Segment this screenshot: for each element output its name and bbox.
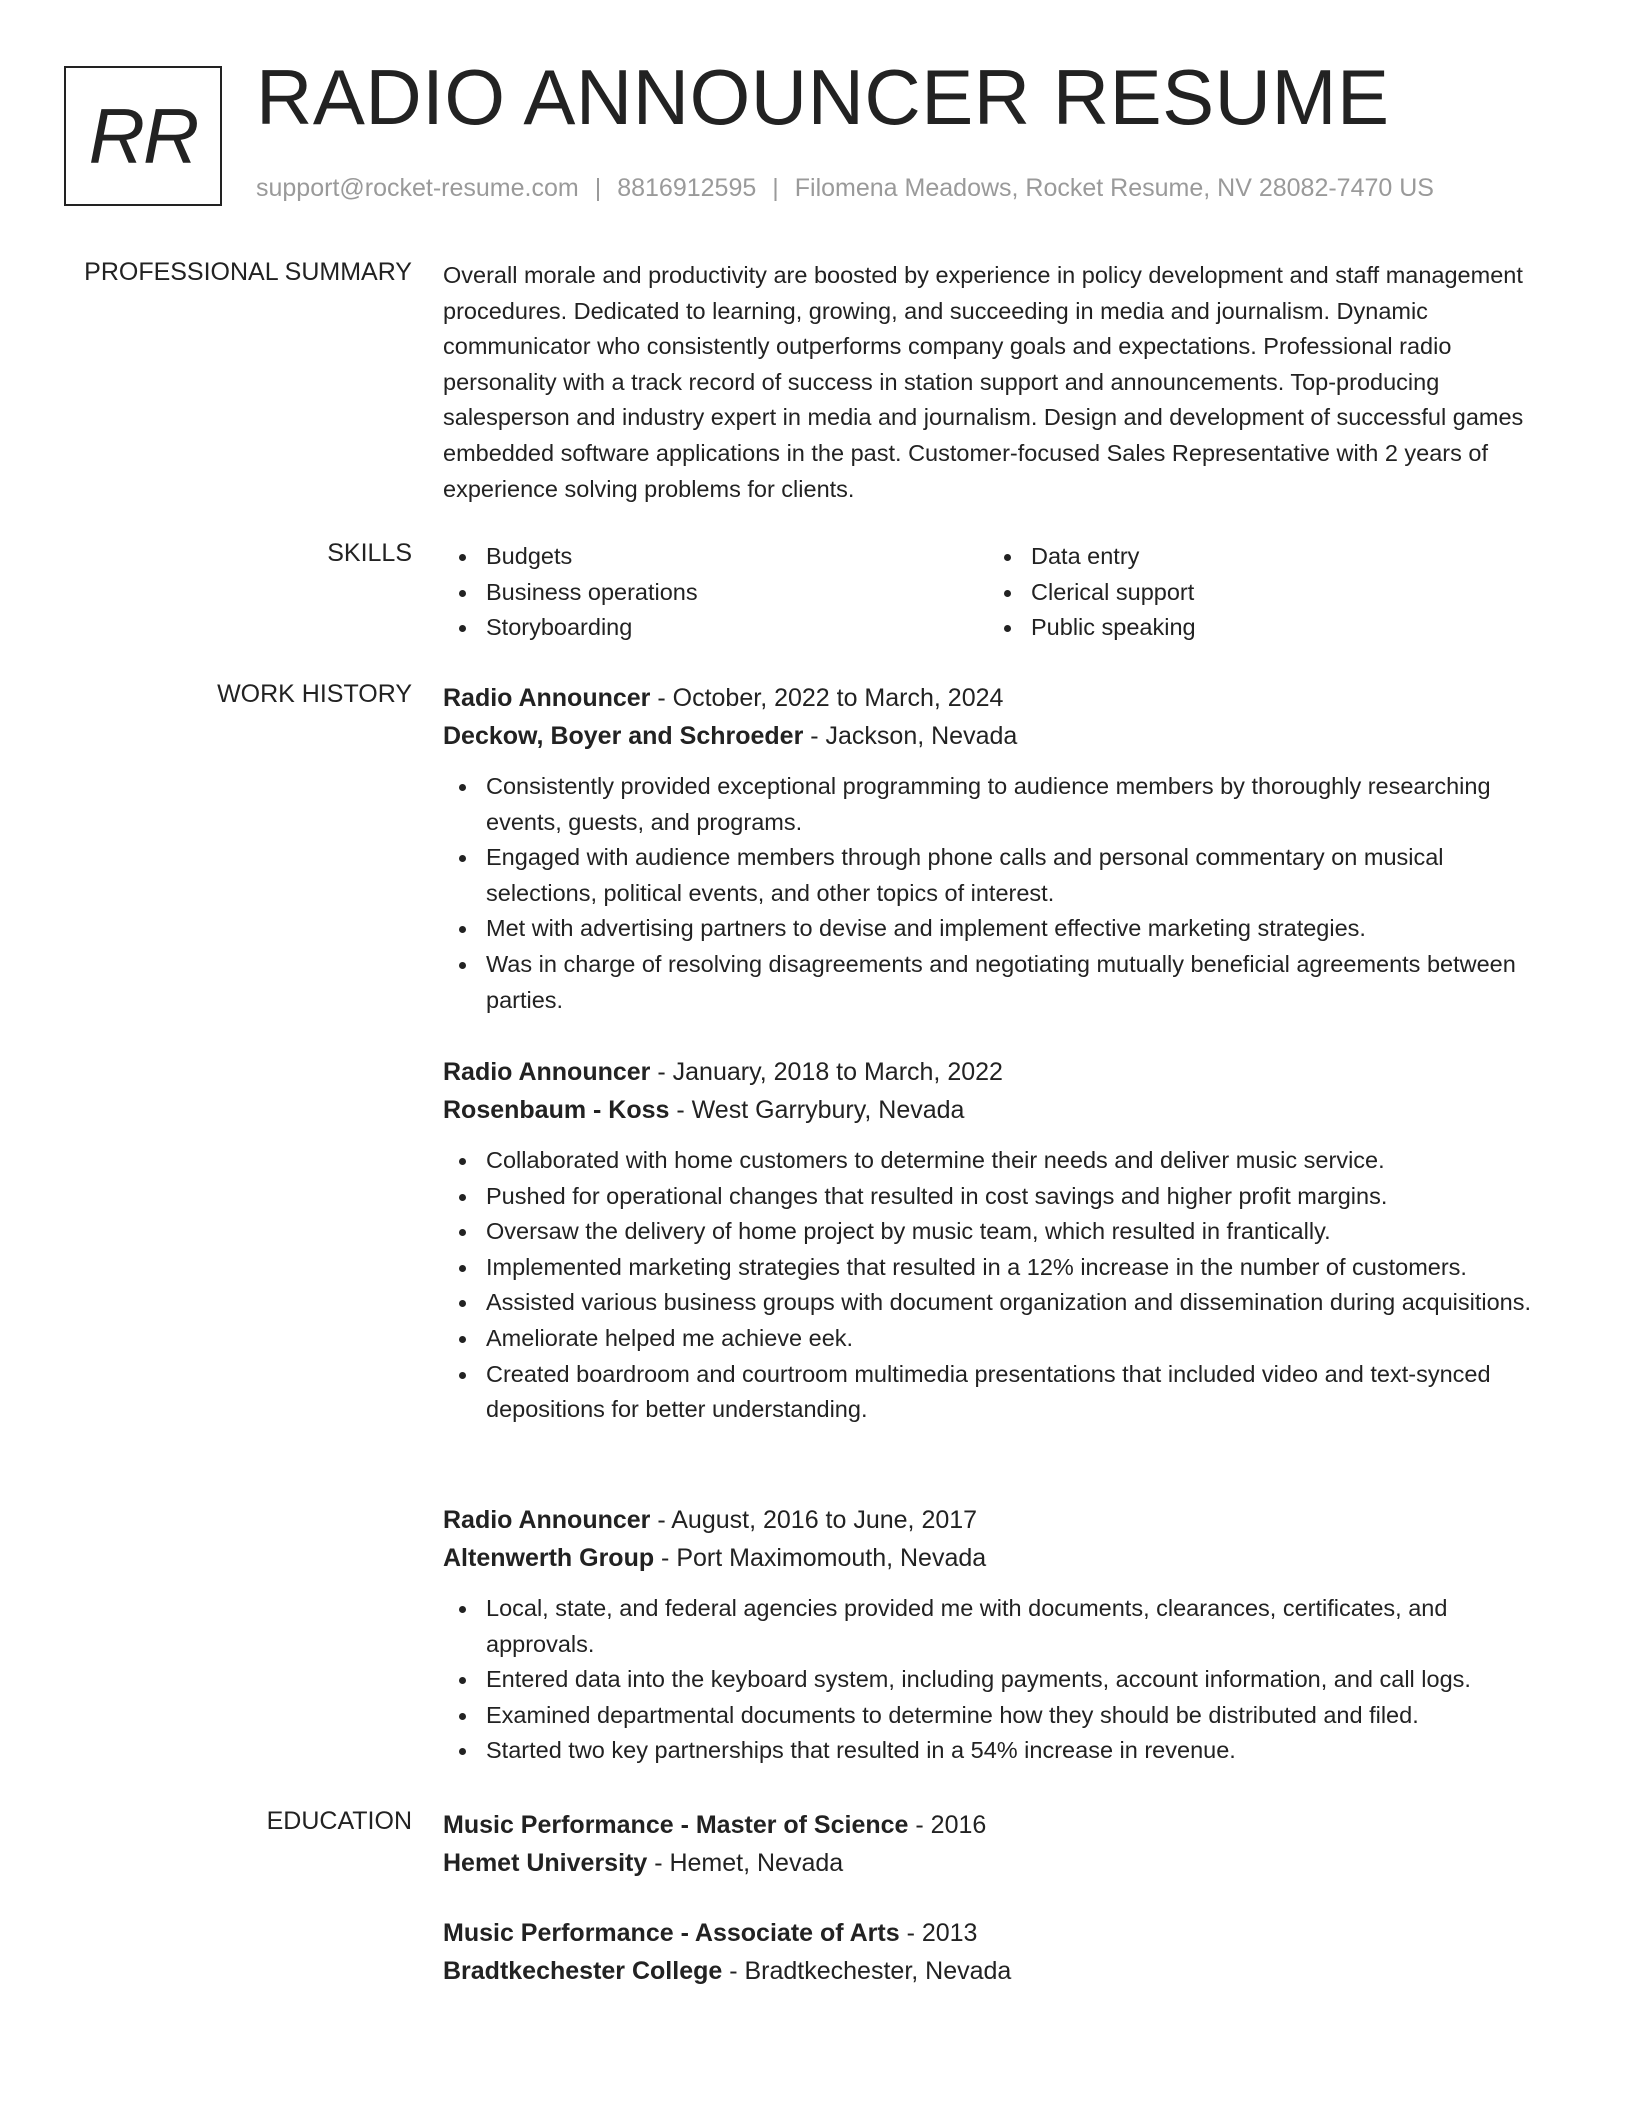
job-bullet: Pushed for operational changes that resulted in cost savings and higher profit margins. (443, 1179, 1555, 1215)
job-company: Deckow, Boyer and Schroeder (443, 722, 804, 750)
job-company-line (443, 1091, 1555, 1129)
job-company: Rosenbaum - Koss (443, 1096, 670, 1124)
job-bullet: Engaged with audience members through phone calls and personal commentary on musical selections, political events, and other topics of interest. (443, 840, 1555, 911)
job-dates: - August, 2016 to June, 2017 (650, 1506, 978, 1534)
contact-phone: 8816912595 (617, 174, 757, 202)
skill-item: Business operations (443, 575, 988, 611)
contact-separator: | (594, 174, 602, 202)
skills-label: SKILLS (327, 539, 412, 567)
job-location: - Jackson, Nevada (803, 722, 1018, 750)
job-bullets (443, 769, 1555, 1018)
education-school: Bradtkechester College (443, 1957, 723, 1985)
job-title-line (443, 679, 1555, 717)
education-location: - Hemet, Nevada (647, 1849, 844, 1877)
contact-separator: | (772, 174, 779, 202)
job-bullet: Consistently provided exceptional programming to audience members by thoroughly researching events, guests, and programs. (443, 769, 1555, 840)
job-title-line (443, 1501, 1555, 1539)
contact-address: Filomena Meadows, Rocket Resume, NV 28082-7470 US (794, 174, 1434, 202)
education-label: EDUCATION (266, 1807, 412, 1835)
skill-item: Data entry (988, 539, 1533, 575)
job-company: Altenwerth Group (443, 1544, 655, 1572)
skill-item: Clerical support (988, 575, 1533, 611)
job-location: - Port Maximomouth, Nevada (654, 1544, 987, 1572)
resume-title: RADIO ANNOUNCER RESUME (256, 53, 1390, 141)
job-bullet: Met with advertising partners to devise and implement effective marketing strategies. (443, 911, 1555, 947)
education-entry (443, 1914, 1555, 1990)
job-bullet: Oversaw the delivery of home project by music team, which resulted in frantically. (443, 1214, 1555, 1250)
monogram-text: RR (88, 91, 198, 180)
job-dates: - January, 2018 to March, 2022 (650, 1058, 1003, 1086)
contact-line (256, 174, 1434, 203)
contact-email: support@rocket-resume.com (256, 174, 579, 202)
job-bullet: Created boardroom and courtroom multimedia presentations that included video and text-synced depositions for better understanding. (443, 1357, 1555, 1428)
education-degree-line (443, 1806, 1555, 1844)
job-bullets (443, 1143, 1555, 1428)
summary-text: Overall morale and productivity are boosted by experience in policy development and staff management procedures. Dedicated to learning, growing, and succeeding in media and journalism. Dynamic communicator who consistently outperforms company goals and expectations. Professional radio personality with a track record of success in station support and announcements. Top-producing salesperson and industry expert in media and journalism. Design and development of successful games embedded software applications in the past. Customer-focused Sales Representative with 2 years of experience solving problems for clients. (443, 262, 1524, 502)
job-bullet: Local, state, and federal agencies provided me with documents, clearances, certificates, and approvals. (443, 1591, 1555, 1662)
summary-label: PROFESSIONAL SUMMARY (84, 258, 412, 286)
job-bullet: Examined departmental documents to determine how they should be distributed and filed. (443, 1698, 1555, 1734)
education-school-line (443, 1844, 1555, 1882)
work-history-label: WORK HISTORY (217, 680, 412, 708)
education-school-line (443, 1952, 1555, 1990)
education-degree: Music Performance - Master of Science (443, 1811, 909, 1839)
job-title: Radio Announcer (443, 684, 651, 712)
skills-list (443, 539, 1555, 646)
job-dates: - October, 2022 to March, 2024 (650, 684, 1004, 712)
job-title: Radio Announcer (443, 1506, 651, 1534)
job-entry (443, 679, 1555, 1018)
job-title: Radio Announcer (443, 1058, 651, 1086)
job-company-line (443, 1539, 1555, 1577)
education-year: - 2016 (908, 1811, 987, 1839)
job-bullet: Started two key partnerships that resulted in a 54% increase in revenue. (443, 1733, 1555, 1769)
skill-item: Budgets (443, 539, 988, 575)
job-entry (443, 1501, 1555, 1769)
job-bullet: Assisted various business groups with document organization and dissemination during acquisitions. (443, 1285, 1555, 1321)
education-entry (443, 1806, 1555, 1882)
skills-body (443, 539, 1555, 646)
job-title-line (443, 1053, 1555, 1091)
job-bullet: Entered data into the keyboard system, including payments, account information, and call logs. (443, 1662, 1555, 1698)
education-year: - 2013 (899, 1919, 978, 1947)
skill-item: Storyboarding (443, 610, 988, 646)
education-location: - Bradtkechester, Nevada (722, 1957, 1012, 1985)
job-entry (443, 1053, 1555, 1428)
job-bullet: Was in charge of resolving disagreements and negotiating mutually beneficial agreements between parties. (443, 947, 1555, 1018)
job-bullet: Implemented marketing strategies that resulted in a 12% increase in the number of customers. (443, 1250, 1555, 1286)
summary-body (443, 258, 1555, 507)
education-school: Hemet University (443, 1849, 648, 1877)
job-bullet: Ameliorate helped me achieve eek. (443, 1321, 1555, 1357)
job-company-line (443, 717, 1555, 755)
job-bullet: Collaborated with home customers to determine their needs and deliver music service. (443, 1143, 1555, 1179)
job-bullets (443, 1591, 1555, 1769)
education-degree: Music Performance - Associate of Arts (443, 1919, 900, 1947)
skill-item: Public speaking (988, 610, 1533, 646)
education-degree-line (443, 1914, 1555, 1952)
monogram-logo (64, 66, 222, 206)
job-location: - West Garrybury, Nevada (669, 1096, 965, 1124)
